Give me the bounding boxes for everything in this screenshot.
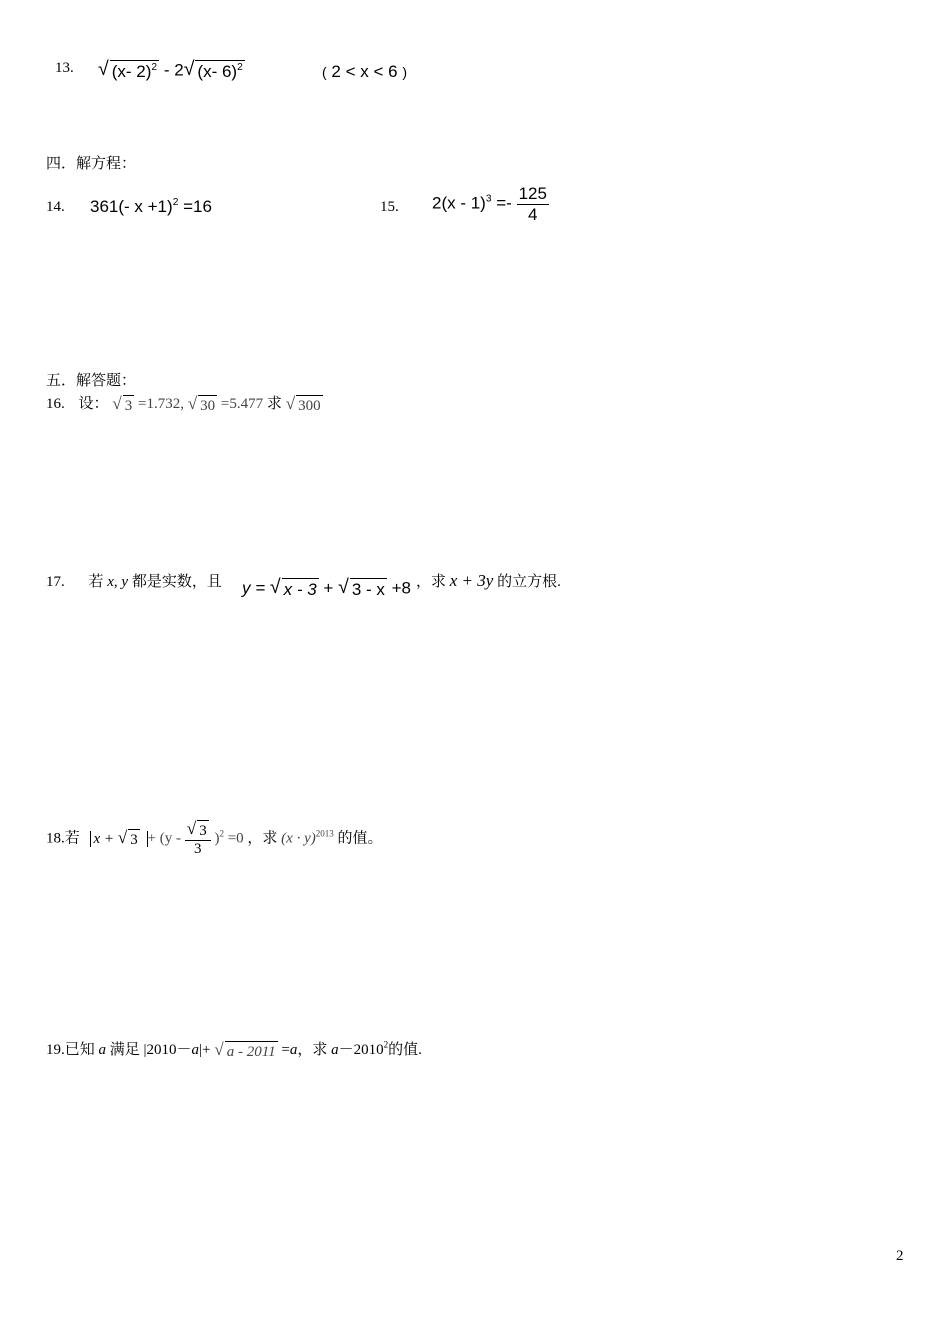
fraction-root3-over-3: √ 3 3 — [185, 820, 211, 858]
section-four-heading: 四．解方程： — [46, 156, 137, 172]
radical-30: √ 30 — [187, 393, 216, 414]
problem-13-condition: ( 2 < x < 6 ) — [322, 62, 407, 81]
radical-a-minus-2011: √ a - 2011 — [214, 1039, 276, 1060]
problem-17-target: ，求 x + 3y 的立方根. — [416, 571, 561, 590]
problem-14-number: 14. — [46, 199, 65, 215]
problem-16: 16. 设： √ 3 =1.732, √ 30 =5.477 求 √ 300 — [46, 393, 321, 414]
problem-17: 17. 若 x, y 都是实数，且 — [46, 574, 222, 590]
radical-3-minus-x: √ 3 - x — [338, 576, 385, 599]
problem-15-equation: 2(x - 1)$^3$ =- $\frac{125}{4}$ — [432, 184, 547, 224]
radical-x-minus-2: √ (x- 2)$^2$ — [98, 58, 158, 81]
section-five-heading: 五．解答题： — [46, 373, 137, 389]
problem-13-number: 13. — [55, 60, 74, 76]
problem-18: 18.若 x + √ 3 + (y - √ 3 3 )$^2$ =0 ，求 $(x \cdot y)^{2013}$ 的值。 — [46, 819, 383, 857]
radical-x-minus-3: √ x - 3 — [269, 576, 317, 599]
absolute-value-expression: x + √ 3 — [90, 831, 148, 847]
page-number: 2 — [896, 1248, 904, 1264]
fraction-125-over-4: $\frac{125}{4}$ — [518, 184, 547, 224]
radical-x-minus-6: √ (x- 6)$^2$ — [183, 58, 243, 81]
radical-3-abs: √ 3 — [117, 828, 138, 849]
radical-300: √ 300 — [285, 393, 321, 414]
problem-14-equation: 361(- x +1)$^2$ =16 — [90, 196, 212, 216]
problem-19: 19.已知 a 满足 |2010－a|+ √ a - 2011 =a，求 $a-2010^2$的值. — [46, 1039, 422, 1060]
radical-3: √ 3 — [112, 393, 133, 414]
problem-17-condition: y = √ x - 3 + √ 3 - x +8 — [242, 576, 412, 599]
problem-15-number: 15. — [380, 199, 399, 215]
problem-13-expression: √ (x- 2)$^2$ - 2 √ (x- 6)$^2$ — [98, 58, 243, 81]
